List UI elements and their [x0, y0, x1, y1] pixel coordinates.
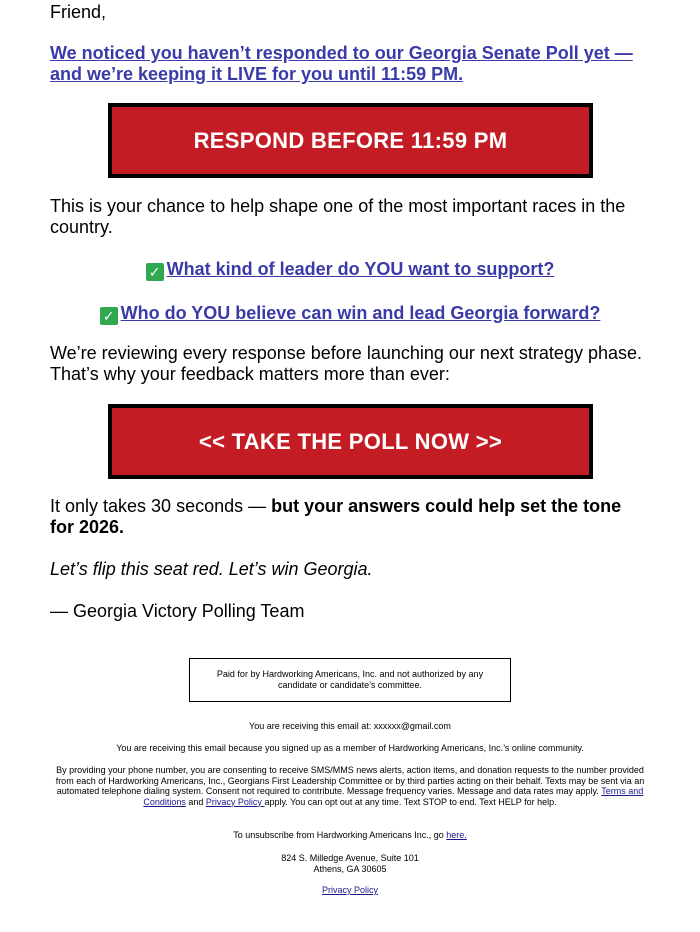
receiving-email-line	[50, 721, 650, 732]
and-text: and	[185, 796, 206, 807]
sms-tail-text: apply. You can opt out at any time. Text STOP to end. Text HELP for help.	[264, 796, 557, 807]
paid-for-disclaimer: Paid for by Hardworking Americans, Inc. and not authorized by any candidate or candidate’s committee.	[189, 658, 511, 702]
take-poll-button[interactable]: << TAKE THE POLL NOW >>	[108, 404, 593, 479]
sms-consent-block	[50, 765, 650, 807]
review-paragraph: We’re reviewing every response before launching our next strategy phase. That’s why your feedback matters more than ever:	[50, 343, 642, 384]
address-line-1: 824 S. Milledge Avenue, Suite 101	[281, 853, 419, 863]
time-bold-text: but your answers could help set the tone for 2026.	[50, 496, 622, 537]
address-line-2: Athens, GA 30605	[313, 863, 387, 874]
intro-paragraph: This is your chance to help shape one of the most important races in the country.	[50, 196, 626, 237]
time-paragraph	[50, 496, 650, 538]
privacy-policy-line	[50, 885, 650, 896]
greeting: Friend,	[50, 2, 107, 22]
signature: — Georgia Victory Polling Team	[50, 601, 305, 621]
terms-link[interactable]: Terms and Conditions	[143, 786, 644, 807]
poll-reminder-link[interactable]: We noticed you haven’t responded to our Georgia Senate Poll yet — and we’re keeping it LIVE for you until 11:59 PM.	[50, 43, 633, 84]
respond-before-button[interactable]: RESPOND BEFORE 11:59 PM	[108, 103, 593, 178]
sms-consent-text: By providing your phone number, you are consenting to receive SMS/MMS news alerts, action items, and donation requests to the number provided from each of Hardworking Americans, Inc., Georgians First Leadership Committee or by third parties acting on their behalf. Texts may be sent via an automated telephone dialing system. Consent not required to contribute. Message frequency varies. Message and data rates may apply.	[55, 765, 645, 796]
privacy-policy-link[interactable]: Privacy Policy	[321, 885, 378, 895]
privacy-policy-inline-link[interactable]: Privacy Policy	[205, 796, 265, 807]
question-row-2	[0, 303, 700, 325]
check-icon: ✓	[100, 307, 118, 325]
mailing-address	[50, 853, 650, 874]
time-text: It only takes 30 seconds —	[50, 496, 272, 516]
receiving-prefix: You are receiving this email at:	[249, 721, 374, 731]
check-icon: ✓	[146, 263, 164, 281]
question-row-1	[0, 259, 700, 281]
question-link-win[interactable]: Who do YOU believe can win and lead Georgia forward?	[120, 303, 601, 323]
recipient-email: xxxxxx@gmail.com	[373, 721, 451, 731]
slogan: Let’s flip this seat red. Let’s win Georgia.	[50, 559, 373, 579]
unsubscribe-prefix: To unsubscribe from Hardworking Americans Inc., go	[233, 830, 447, 840]
question-link-leader[interactable]: What kind of leader do YOU want to support?	[166, 259, 555, 279]
unsubscribe-line	[50, 830, 650, 841]
membership-line: You are receiving this email because you signed up as a member of Hardworking Americans, Inc.’s online community.	[116, 743, 584, 753]
unsubscribe-link[interactable]: here.	[446, 830, 467, 840]
